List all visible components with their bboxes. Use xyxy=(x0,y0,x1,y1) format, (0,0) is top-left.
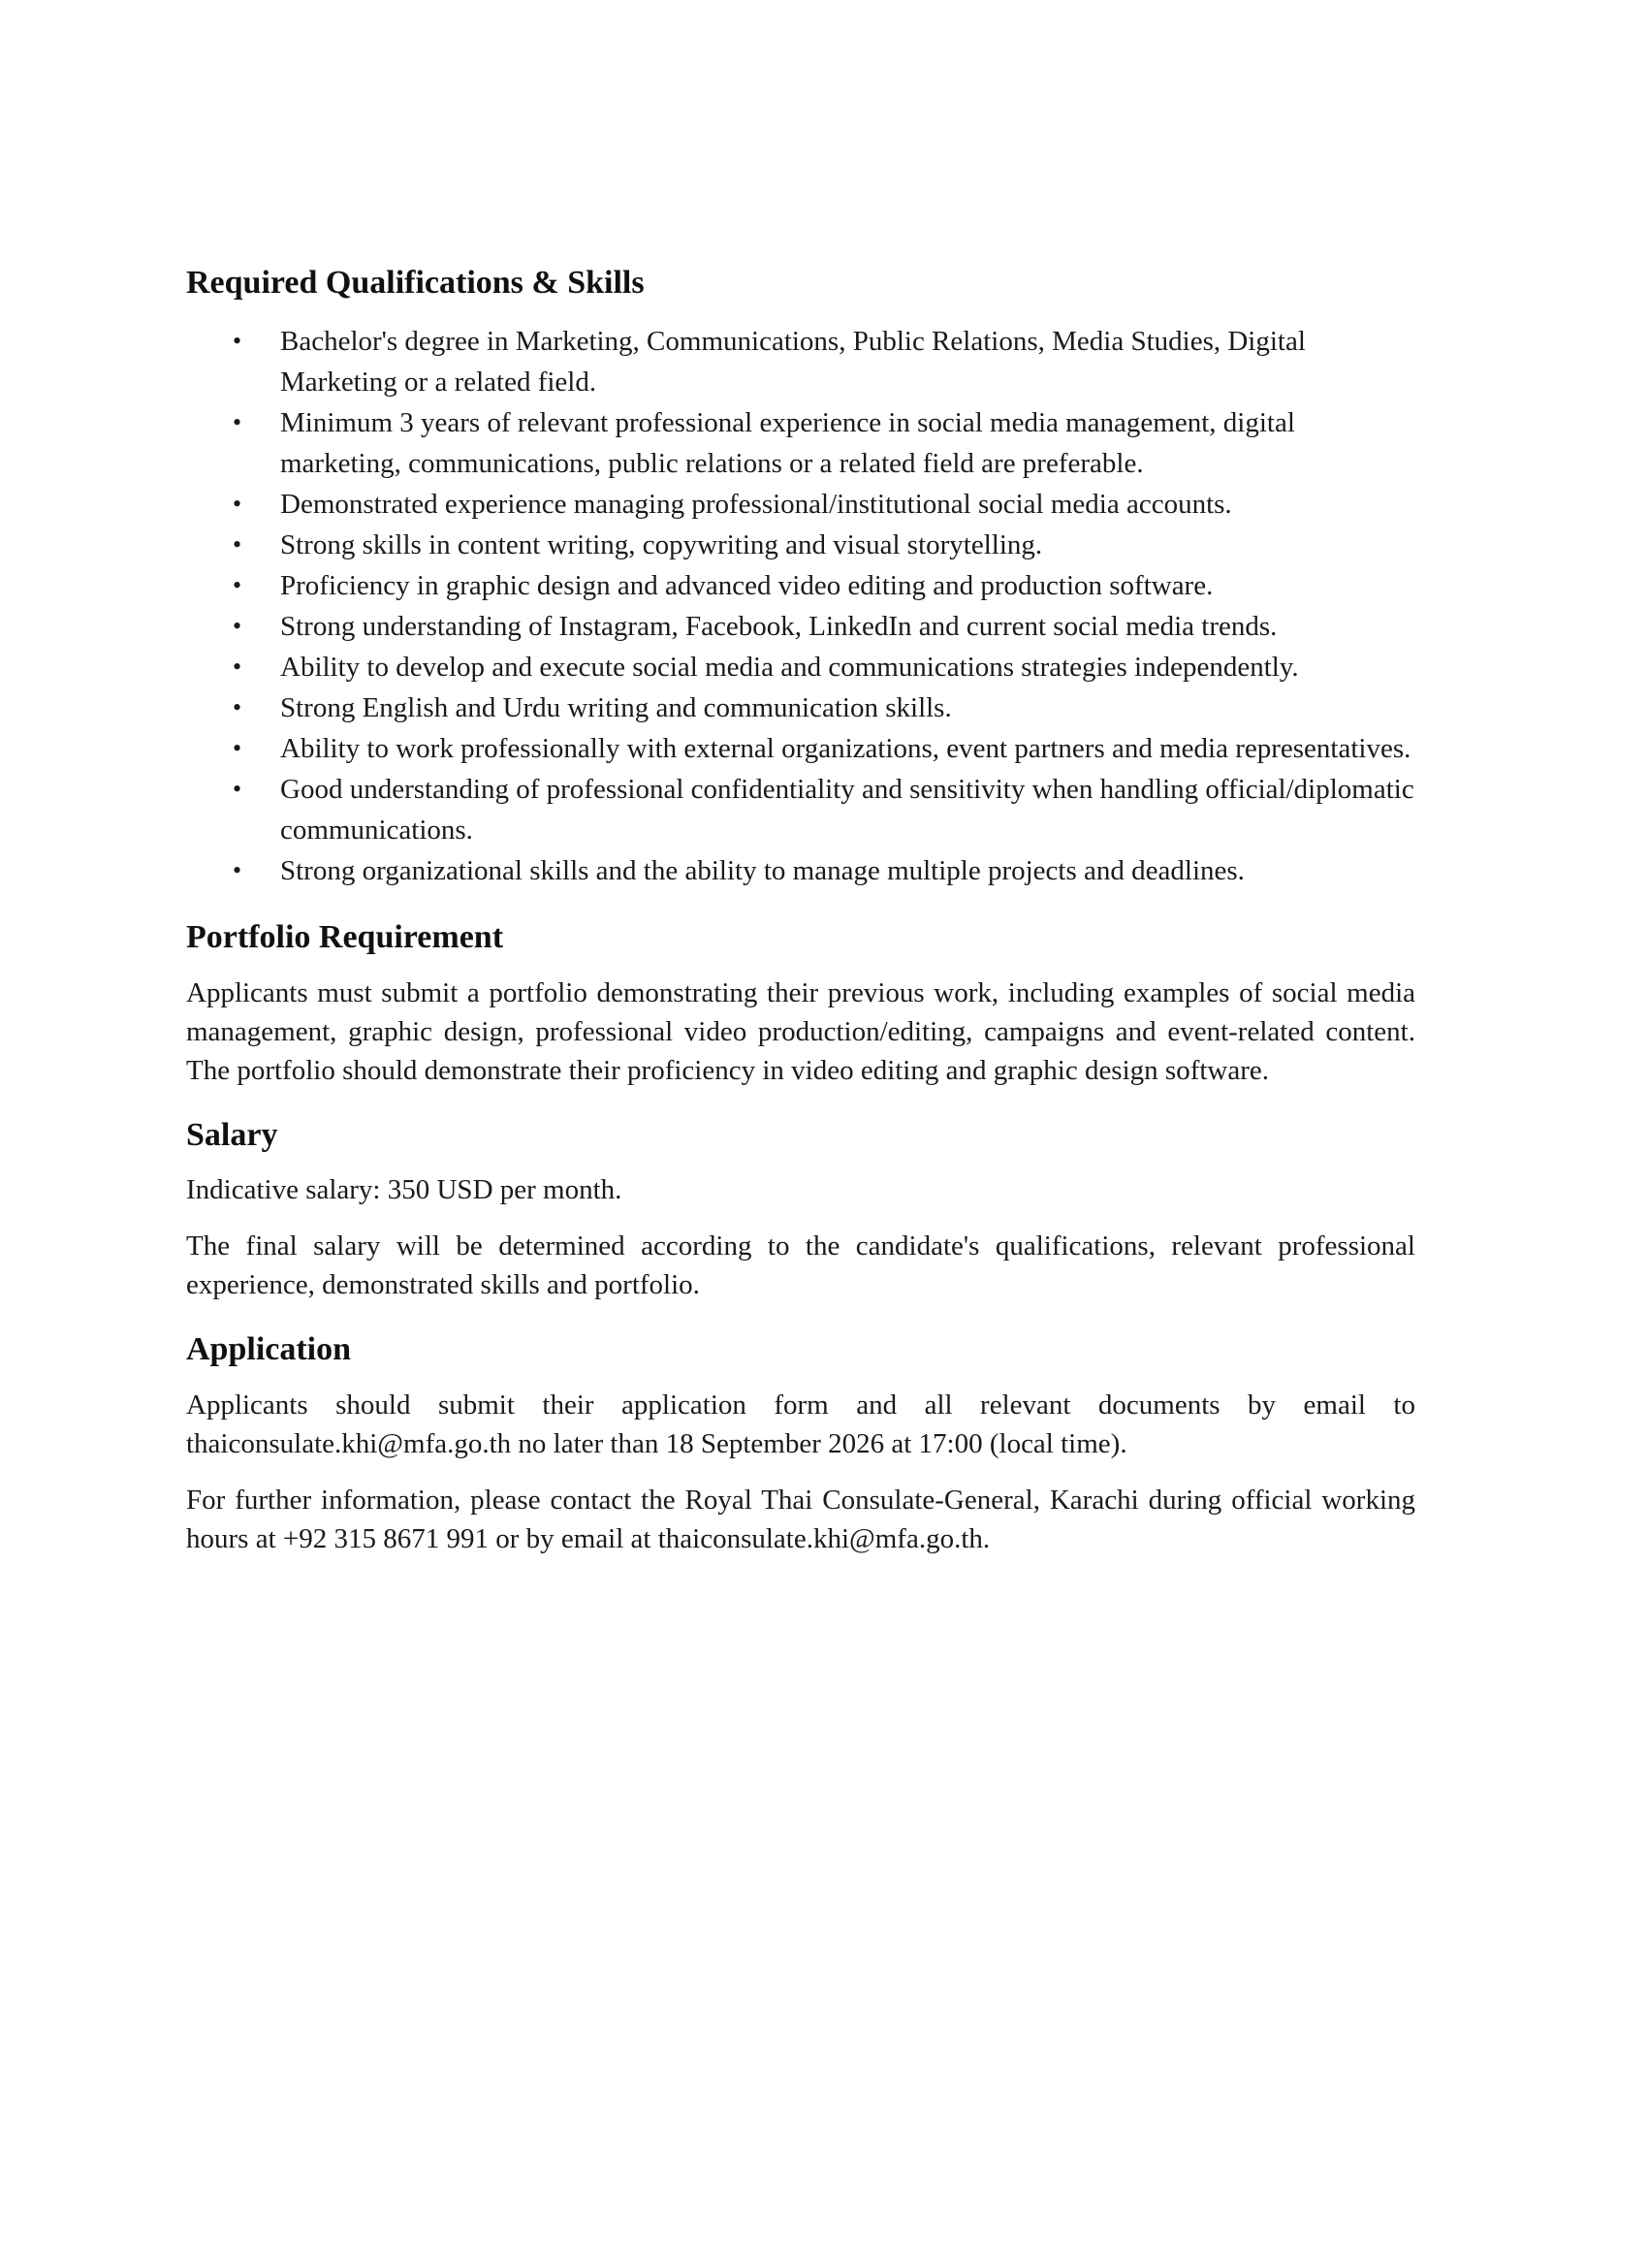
application-section xyxy=(186,1330,1415,1558)
qualification-item: • Bachelor's degree in Marketing, Communications, Public Relations, Media Studies, Digital Marketing or a related field. xyxy=(186,321,1415,402)
qualification-item: • Minimum 3 years of relevant professional experience in social media management, digital marketing, communications, public relations or a related field are preferable. xyxy=(186,402,1415,484)
qualification-item: • Strong understanding of Instagram, Facebook, LinkedIn and current social media trends. xyxy=(186,606,1415,647)
qualification-item: • Strong skills in content writing, copywriting and visual storytelling. xyxy=(186,525,1415,565)
document-page xyxy=(186,264,1415,1558)
qualification-item: • Proficiency in graphic design and advanced video editing and production software. xyxy=(186,565,1415,606)
salary-section xyxy=(186,1116,1415,1305)
salary-note: The final salary will be determined according to the candidate's qualifications, relevant professional experience, demonstrated skills and portfolio. xyxy=(186,1230,1415,1301)
salary-heading: Salary xyxy=(186,1116,278,1153)
application-heading: Application xyxy=(186,1331,352,1368)
qualification-item: • Ability to develop and execute social media and communications strategies independently. xyxy=(186,647,1415,687)
qualification-item: • Demonstrated experience managing professional/institutional social media accounts. xyxy=(186,484,1415,525)
qualification-item: • Good understanding of professional confidentiality and sensitivity when handling official/diplomatic communications. xyxy=(186,769,1415,850)
qualifications-heading: Required Qualifications & Skills xyxy=(186,265,645,301)
qualification-item: • Strong organizational skills and the ability to manage multiple projects and deadlines. xyxy=(186,850,1415,891)
qualification-item: • Ability to work professionally with external organizations, event partners and media representatives. xyxy=(186,728,1415,769)
portfolio-heading: Portfolio Requirement xyxy=(186,918,504,955)
qualifications-list xyxy=(186,321,1415,891)
application-contact-text: For further information, please contact the Royal Thai Consulate-General, Karachi during official working hours at +92 315 8671 991 or by email at thaiconsulate.khi@mfa.go.th. xyxy=(186,1485,1415,1555)
portfolio-text: Applicants must submit a portfolio demonstrating their previous work, including examples of social media management, graphic design, professional video production/editing, campaigns and event-related content. The portfolio should demonstrate their proficiency in video editing and graphic design software. xyxy=(186,976,1415,1086)
salary-indicative: Indicative salary: 350 USD per month. xyxy=(186,1174,622,1206)
portfolio-section xyxy=(186,918,1415,1090)
application-submit-text: Applicants should submit their application form and all relevant documents by email to thaiconsulate.khi@mfa.go.th no later than 18 September 2026 at 17:00 (local time). xyxy=(186,1390,1415,1460)
qualification-item: • Strong English and Urdu writing and communication skills. xyxy=(186,687,1415,728)
qualifications-section xyxy=(186,264,1415,891)
